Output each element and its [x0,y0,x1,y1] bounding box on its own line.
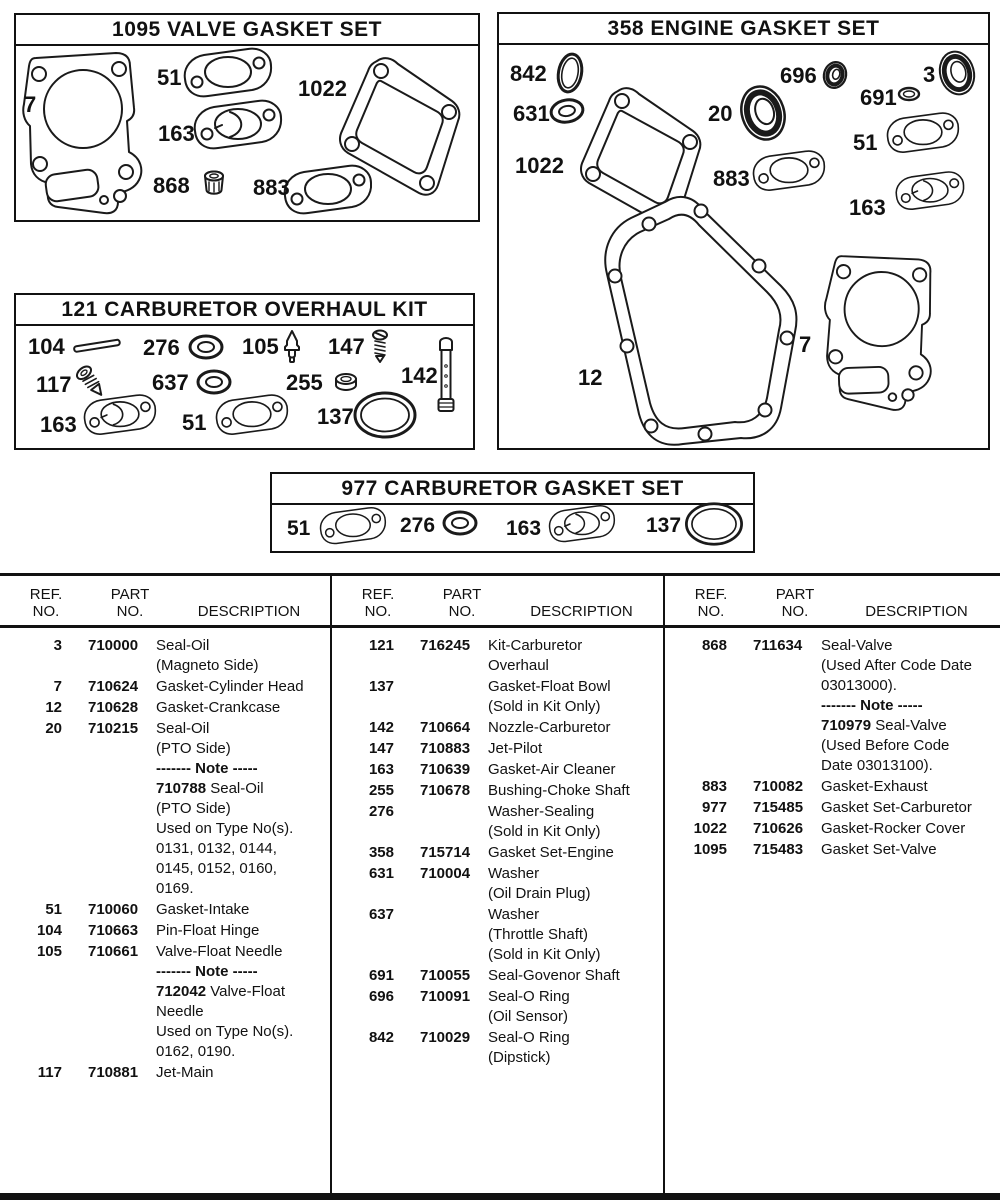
ref-no-cell: 104 [36,922,62,939]
washer-sealing-art [444,512,476,534]
ref-no-cell: 7 [53,678,62,695]
description-line: Nozzle-Carburetor [488,719,611,736]
description-line: Washer [488,865,540,882]
ref-no-cell: 255 [368,782,394,799]
part-label-868: 868 [153,173,190,198]
gasket-exhaust-art [754,151,825,190]
ref-no-cell: 163 [368,761,394,778]
part-no-cell: 710000 [88,637,139,654]
ref-no-cell: 137 [368,678,394,695]
ref-no-cell: 3 [53,637,62,654]
part-label-163: 163 [506,517,542,540]
seal-oil-pto-art [735,81,792,145]
table-row [6,921,330,941]
part-label-163: 163 [849,195,886,220]
part-no-cell: 710664 [420,719,471,736]
description-line: Gasket-Float Bowl [488,678,611,695]
description-line: Gasket Set-Engine [488,844,614,861]
part-no-cell [394,677,488,717]
description-line: Seal-O Ring [488,988,570,1005]
description-line: 0162, 0190. [156,1043,236,1060]
part-no-cell: 710029 [420,1029,471,1046]
description-line: Seal-Govenor Shaft [488,967,620,984]
part-label-147: 147 [328,334,365,359]
ref-no-header: REF. NO. [694,586,728,620]
ref-no-cell: 868 [701,637,727,654]
description-line: Date 03013100). [821,757,933,774]
ref-no-cell: 276 [368,803,394,820]
description-cell [488,781,663,801]
part-label-1022: 1022 [298,76,347,101]
description-line: (Dipstick) [488,1049,551,1066]
description-line: Valve-Float Needle [156,943,283,960]
ref-no-cell: 121 [368,637,394,654]
part-label-51: 51 [182,410,207,435]
ref-no-cell: 142 [368,719,394,736]
description-line: Jet-Pilot [488,740,543,757]
description-line: (PTO Side) [156,800,231,817]
description-cell [156,677,330,697]
part-no-cell: 711634 [753,637,803,654]
description-line: (Used Before Code [821,737,950,754]
description-cell [488,739,663,759]
jet-main-art [75,364,108,400]
washer-oil-drain-art [549,97,584,124]
description-cell [488,760,663,780]
jet-pilot-art [373,331,387,363]
washer-throttle-shaft-art [198,371,230,393]
ref-no-cell: 691 [368,967,394,984]
gasket-cylinder-head-art [815,250,942,413]
part-no-cell: 710055 [420,967,471,984]
part-no-cell: 710626 [753,820,804,837]
page-bottom-rule [0,1193,1000,1200]
description-line: (Throttle Shaft) [488,926,589,943]
ref-no-cell: 12 [45,699,62,716]
part-label-631: 631 [513,101,550,126]
part-no-cell: 710624 [88,678,139,695]
part-label-51: 51 [853,130,878,155]
description-line: Kit-Carburetor [488,637,583,654]
description-cell [156,900,330,920]
ref-no-cell: 358 [368,844,394,861]
description-line: (PTO Side) [156,740,231,757]
description-line: Seal-Oil [156,637,210,654]
table-column-header [0,576,330,628]
table-rows [332,628,663,1069]
description-cell [488,1028,663,1068]
table-column-3 [665,576,1000,1196]
table-row [6,719,330,899]
description-line: ------- Note ----- [156,760,258,777]
table-row [6,636,330,676]
table-row [338,905,663,965]
valve-float-needle-art [285,331,299,362]
description-line: Jet-Main [156,1064,214,1081]
table-row [338,760,663,780]
description-line: Gasket-Crankcase [156,699,281,716]
part-no-cell [394,802,488,842]
description-line: Used on Type No(s). [156,1023,294,1040]
description-line: Bushing-Choke Shaft [488,782,630,799]
part-label-142: 142 [401,363,438,388]
ref-no-cell: 20 [45,720,62,737]
description-line: (Sold in Kit Only) [488,698,601,715]
ref-no-cell: 842 [368,1029,394,1046]
description-line: Seal-Valve [821,637,893,654]
description-cell [821,777,1000,797]
part-no-cell: 715714 [420,844,471,861]
panel-carburetor-gasket-set [270,472,755,553]
table-row [6,900,330,920]
part-no-header: PART NO. [110,586,150,620]
table-row [338,677,663,717]
part-no-cell: 710663 [88,922,139,939]
part-no-cell: 716245 [420,637,471,654]
description-cell [821,840,1000,860]
seal-o-ring-dipstick-art [555,52,584,93]
table-row [338,843,663,863]
table-row [671,819,1000,839]
description-cell [488,718,663,738]
part-no-header: PART NO. [775,586,815,620]
seal-valve-art [205,172,223,194]
gasket-intake-art [217,395,288,434]
table-row [338,1028,663,1068]
gasket-cylinder-head-art [23,53,141,213]
gasket-air-cleaner-art [85,395,156,434]
description-cell [156,921,330,941]
panel-title: 121 CARBURETOR OVERHAUL KIT [16,295,473,326]
table-row [338,636,663,676]
washer-sealing-art [190,336,222,358]
description-cell [488,987,663,1027]
table-row [671,798,1000,818]
panel-engine-gasket-set [497,12,990,450]
table-row [671,636,1000,776]
description-cell [156,636,330,676]
part-label-883: 883 [713,166,750,191]
description-line: (Magneto Side) [156,657,259,674]
panel-carburetor-overhaul-kit [14,293,475,450]
table-row [671,777,1000,797]
description-line: Gasket Set-Valve [821,841,937,858]
ref-no-cell: 696 [368,988,394,1005]
description-line: Gasket-Cylinder Head [156,678,304,695]
part-label-255: 255 [286,370,323,395]
part-no-cell: 710883 [420,740,471,757]
description-line: Seal-O Ring [488,1029,570,1046]
part-no-header: PART NO. [442,586,482,620]
description-line: Used on Type No(s). [156,820,294,837]
table-column-1 [0,576,332,1196]
description-line: Gasket-Exhaust [821,778,928,795]
description-line: Gasket-Intake [156,901,250,918]
part-label-7: 7 [24,92,37,117]
part-no-cell: 710678 [420,782,471,799]
description-line: 03013000). [821,677,897,694]
part-label-20: 20 [708,101,733,126]
description-header: DESCRIPTION [530,603,633,620]
description-cell [156,719,330,899]
description-line: Gasket-Air Cleaner [488,761,616,778]
table-rows [0,628,330,1084]
table-row [6,942,330,1062]
part-label-137: 137 [646,514,682,537]
part-no-cell: 715485 [753,799,804,816]
part-label-51: 51 [287,517,311,540]
description-cell [821,819,1000,839]
gasket-intake-art [321,508,386,544]
table-column-header [665,576,1000,628]
part-label-137: 137 [317,404,354,429]
seal-oil-magneto-art [935,48,979,98]
description-line: Gasket Set-Carburetor [821,799,972,816]
description-line: 0131, 0132, 0144, [156,840,277,857]
ref-no-cell: 105 [36,943,62,960]
part-no-cell: 710091 [420,988,471,1005]
panel-title: 1095 VALVE GASKET SET [16,15,478,46]
seal-governor-shaft-art [899,88,919,100]
part-label-276: 276 [400,514,436,537]
part-no-cell [394,905,488,965]
part-no-cell: 710661 [88,943,139,960]
seal-o-ring-oil-sensor-art [821,60,849,91]
description-line: (Sold in Kit Only) [488,823,601,840]
ref-no-cell: 1022 [693,820,727,837]
description-cell [821,636,1000,776]
gasket-float-bowl-art [355,393,415,437]
table-row [338,987,663,1027]
description-header: DESCRIPTION [865,603,968,620]
part-label-691: 691 [860,85,897,110]
description-cell [488,802,663,842]
part-label-7: 7 [799,332,812,357]
table-row [338,739,663,759]
table-row [6,1063,330,1083]
part-no-cell: 710628 [88,699,139,716]
description-line: 710979 Seal-Valve [821,717,947,734]
description-cell [488,864,663,904]
description-line: 712042 Valve-Float [156,983,285,1000]
description-cell [156,1063,330,1083]
table-column-header [332,576,663,628]
ref-no-cell: 1095 [693,841,727,858]
ref-no-cell: 977 [701,799,727,816]
description-line: (Sold in Kit Only) [488,946,601,963]
description-line: Overhaul [488,657,549,674]
part-label-51: 51 [157,65,182,90]
gasket-exhaust-art [285,166,371,214]
part-label-883: 883 [253,175,290,200]
ref-no-cell: 637 [368,906,394,923]
ref-no-header: REF. NO. [29,586,63,620]
table-row [338,781,663,801]
ref-no-header: REF. NO. [361,586,395,620]
table-column-2 [332,576,665,1196]
description-line: (Used After Code Date [821,657,972,674]
description-line: ------- Note ----- [821,697,923,714]
table-row [338,864,663,904]
gasket-intake-art [185,49,271,97]
description-line: (Oil Sensor) [488,1008,569,1025]
description-cell [156,698,330,718]
panel-title: 977 CARBURETOR GASKET SET [272,474,753,505]
description-line: 0145, 0152, 0160, [156,860,277,877]
part-no-cell: 710881 [88,1064,139,1081]
description-line: Needle [156,1003,204,1020]
part-label-104: 104 [28,334,65,359]
gasket-air-cleaner-art [896,172,963,209]
part-no-cell: 715483 [753,841,804,858]
gasket-air-cleaner-art [550,506,615,542]
table-rows [665,628,1000,861]
pin-float-hinge-art [74,339,120,352]
description-cell [488,636,663,676]
table-row [338,802,663,842]
table-row [6,698,330,718]
description-line: Washer [488,906,540,923]
description-line: ------- Note ----- [156,963,258,980]
ref-no-cell: 117 [37,1064,62,1081]
description-cell [488,966,663,986]
ref-no-cell: 631 [368,865,394,882]
part-no-cell: 710060 [88,901,139,918]
description-line: 710788 Seal-Oil [156,780,264,797]
description-line: Washer-Sealing [488,803,595,820]
table-row [6,677,330,697]
description-line: Gasket-Rocker Cover [821,820,966,837]
part-no-cell: 710004 [420,865,471,882]
description-line: (Oil Drain Plug) [488,885,591,902]
bushing-choke-shaft-art [336,374,356,390]
ref-no-cell: 147 [368,740,394,757]
description-line: Seal-Oil [156,720,210,737]
gasket-float-bowl-art [686,504,741,544]
part-no-cell: 710082 [753,778,804,795]
description-cell [488,677,663,717]
nozzle-carburetor-art [439,338,454,411]
part-label-12: 12 [578,365,603,390]
description-cell [821,798,1000,818]
part-label-163: 163 [40,412,77,437]
panel-title: 358 ENGINE GASKET SET [499,14,988,45]
part-no-cell: 710215 [88,720,139,737]
description-cell [488,905,663,965]
ref-no-cell: 51 [45,901,62,918]
description-header: DESCRIPTION [197,603,301,620]
description-line: 0169. [156,880,194,897]
description-cell [156,942,330,1062]
part-label-696: 696 [780,63,817,88]
part-label-163: 163 [158,121,195,146]
part-label-637: 637 [152,370,189,395]
gasket-air-cleaner-art [195,101,281,149]
description-line: Pin-Float Hinge [156,922,260,939]
table-row [338,966,663,986]
description-cell [488,843,663,863]
part-label-276: 276 [143,335,180,360]
part-label-105: 105 [242,334,279,359]
part-no-cell: 710639 [420,761,471,778]
table-row [671,840,1000,860]
part-label-117: 117 [36,372,72,397]
part-label-1022: 1022 [515,153,564,178]
parts-table [0,573,1000,1196]
table-row [338,718,663,738]
panel-valve-gasket-set [14,13,480,222]
gasket-crankcase-art [605,197,796,445]
gasket-intake-art [888,113,959,152]
ref-no-cell: 883 [701,778,727,795]
part-label-3: 3 [923,62,936,87]
part-label-842: 842 [510,61,547,86]
